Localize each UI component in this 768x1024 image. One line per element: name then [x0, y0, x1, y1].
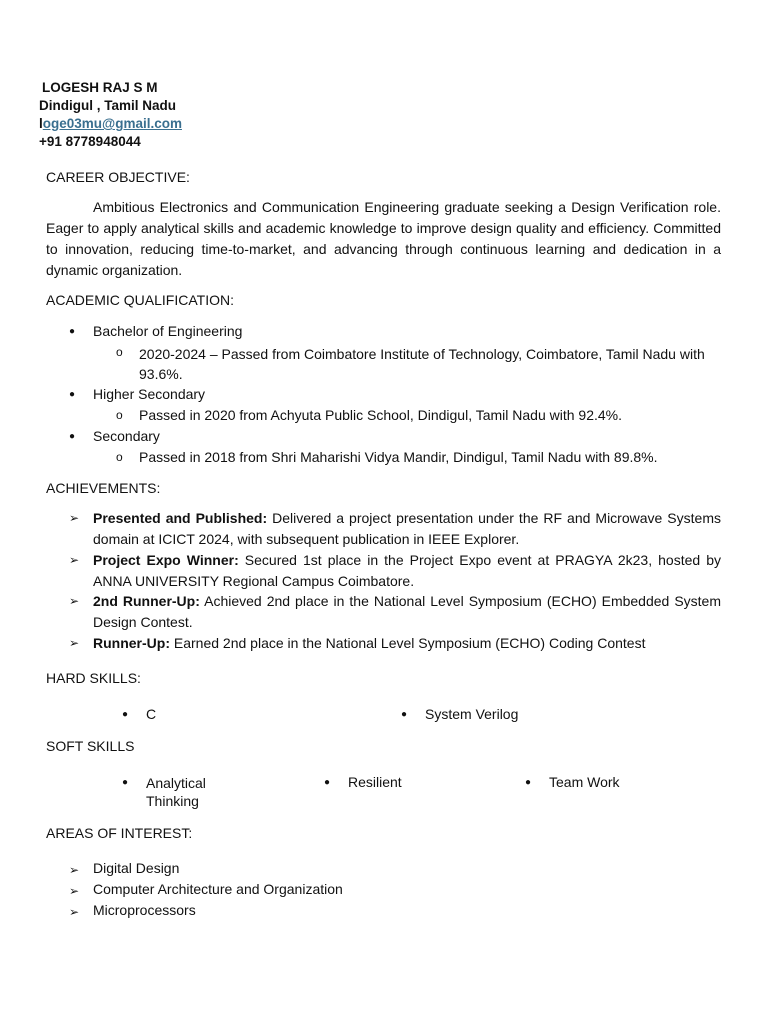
achievement-title: Project Expo Winner:: [93, 552, 239, 568]
contact-header: [39, 79, 182, 151]
email-prefix: l: [39, 116, 43, 131]
soft-skill-item: Resilient: [348, 774, 402, 790]
hard-skill-item: System Verilog: [425, 706, 519, 722]
candidate-email: [39, 115, 182, 133]
bullet-icon: ●: [122, 777, 129, 788]
achievement-text: Achieved 2nd place in the National Level Symposium (ECHO) Embedded System Design Contest.: [93, 593, 721, 630]
email-link[interactable]: oge03mu@gmail.com: [42, 116, 182, 131]
achievement-text: Delivered a project presentation under the RF and Microwave Systems domain at ICICT 2024, with subsequent publication in IEEE Explorer.: [93, 510, 721, 547]
arrow-bullet-icon: ➢: [69, 636, 80, 650]
achievement-title: Runner-Up:: [93, 635, 170, 651]
hard-skills-heading: HARD SKILLS:: [46, 670, 141, 686]
circle-bullet-icon: o: [116, 450, 123, 464]
soft-skill-item: Team Work: [549, 774, 620, 790]
academic-degree: Bachelor of Engineering: [93, 323, 243, 339]
academic-higher-secondary: Higher Secondary: [93, 386, 206, 402]
bullet-icon: ●: [69, 431, 76, 442]
arrow-bullet-icon: ➢: [69, 594, 80, 608]
achievement-text: Earned 2nd place in the National Level Symposium (ECHO) Coding Contest: [170, 635, 646, 651]
candidate-location: Dindigul , Tamil Nadu: [39, 98, 176, 113]
arrow-bullet-icon: ➢: [69, 511, 80, 525]
bullet-icon: ●: [401, 709, 408, 720]
achievement-item: [93, 633, 721, 654]
soft-skill-item: Analytical Thinking: [146, 775, 206, 809]
achievements-heading: ACHIEVEMENTS:: [46, 480, 161, 496]
circle-bullet-icon: o: [116, 345, 123, 359]
bullet-icon: ●: [122, 709, 129, 720]
academic-heading: ACADEMIC QUALIFICATION:: [46, 292, 234, 308]
interest-item: Digital Design: [93, 860, 180, 876]
academic-degree-detail: 2020-2024 – Passed from Coimbatore Institute of Technology, Coimbatore, Tamil Nadu with 93.6%.: [139, 346, 705, 382]
candidate-name: LOGESH RAJ S M: [42, 80, 158, 95]
hard-skill-item: C: [146, 706, 157, 722]
bullet-icon: ●: [525, 777, 532, 788]
bullet-icon: ●: [69, 389, 76, 400]
candidate-phone: +91 8778948044: [39, 134, 141, 149]
academic-secondary: Secondary: [93, 428, 160, 444]
arrow-bullet-icon: ➢: [69, 905, 80, 919]
arrow-bullet-icon: ➢: [69, 553, 80, 567]
arrow-bullet-icon: ➢: [69, 884, 80, 898]
interest-item: Computer Architecture and Organization: [93, 881, 343, 897]
achievement-title: Presented and Published:: [93, 510, 268, 526]
achievement-text: Secured 1st place in the Project Expo event at PRAGYA 2k23, hosted by ANNA UNIVERSITY Regional Campus Coimbatore.: [93, 552, 721, 589]
academic-higher-secondary-detail: Passed in 2020 from Achyuta Public School, Dindigul, Tamil Nadu with 92.4%.: [139, 407, 623, 423]
circle-bullet-icon: o: [116, 408, 123, 422]
interests-heading: AREAS OF INTEREST:: [46, 825, 193, 841]
achievement-title: 2nd Runner-Up:: [93, 593, 200, 609]
academic-secondary-detail: Passed in 2018 from Shri Maharishi Vidya Mandir, Dindigul, Tamil Nadu with 89.8%.: [139, 449, 658, 465]
career-objective-heading: CAREER OBJECTIVE:: [46, 169, 190, 185]
achievement-item: [93, 550, 721, 592]
career-objective-body: Ambitious Electronics and Communication Engineering graduate seeking a Design Verification role. Eager to apply analytical skills and academic knowledge to improve design quality and efficiency. Committed to innovation, reducing time-to-market, and advancing through continuous learning and dedication in a dynamic organization.: [46, 199, 721, 278]
career-objective-text: [46, 197, 721, 281]
bullet-icon: ●: [324, 777, 331, 788]
bullet-icon: ●: [69, 326, 76, 337]
achievement-item: [93, 508, 721, 550]
arrow-bullet-icon: ➢: [69, 863, 80, 877]
interest-item: Microprocessors: [93, 902, 196, 918]
soft-skills-heading: SOFT SKILLS: [46, 738, 135, 754]
achievement-item: [93, 591, 721, 633]
